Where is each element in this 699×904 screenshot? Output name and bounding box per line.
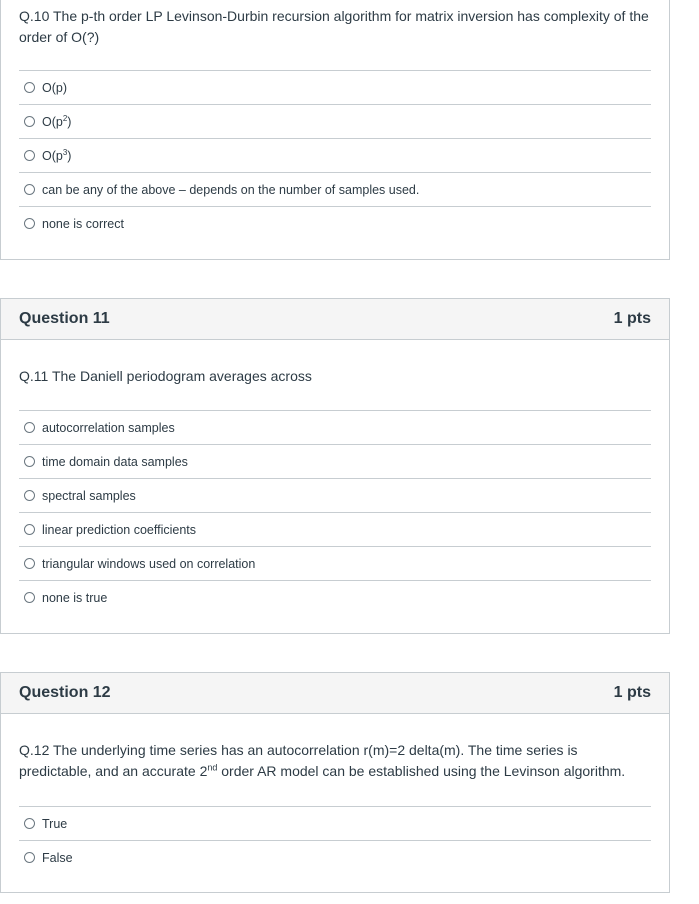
answer-option[interactable] bbox=[19, 104, 651, 138]
radio-button[interactable] bbox=[24, 422, 35, 433]
answer-option[interactable] bbox=[19, 138, 651, 172]
question-12-card bbox=[0, 672, 670, 893]
question-11-card bbox=[0, 298, 670, 634]
question-title: Question 11 bbox=[19, 310, 110, 327]
radio-button[interactable] bbox=[24, 852, 35, 863]
answer-label: triangular windows used on correlation bbox=[42, 556, 256, 571]
question-header bbox=[1, 299, 669, 340]
answer-label: True bbox=[42, 816, 68, 831]
radio-button[interactable] bbox=[24, 150, 35, 161]
answer-option[interactable] bbox=[19, 478, 651, 512]
answer-label: False bbox=[42, 850, 73, 865]
answer-option[interactable] bbox=[19, 172, 651, 206]
question-points: 1 pts bbox=[613, 310, 651, 327]
answer-option[interactable] bbox=[19, 206, 651, 240]
question-10-card bbox=[0, 0, 670, 260]
question-12-answers bbox=[19, 806, 651, 874]
radio-button[interactable] bbox=[24, 82, 35, 93]
answer-label: $O(p^3)$ bbox=[42, 147, 72, 163]
radio-button[interactable] bbox=[24, 184, 35, 195]
answer-label: can be any of the above – depends on the number of samples used. bbox=[42, 182, 420, 197]
answer-option[interactable] bbox=[19, 410, 651, 444]
question-11-answers bbox=[19, 410, 651, 614]
question-10-text: Q.10 The p-th order LP Levinson-Durbin recursion algorithm for matrix inversion has complexity of the order of O(?) bbox=[19, 8, 649, 45]
radio-button[interactable] bbox=[24, 218, 35, 229]
answer-label: $O(p^2)$ bbox=[42, 113, 72, 129]
question-title: Question 12 bbox=[19, 684, 111, 701]
answer-label: O(p) bbox=[42, 80, 67, 95]
question-header bbox=[1, 673, 669, 714]
answer-option[interactable] bbox=[19, 512, 651, 546]
answer-option[interactable] bbox=[19, 840, 651, 874]
question-11-text: Q.11 The Daniell periodogram averages across bbox=[19, 368, 312, 384]
radio-button[interactable] bbox=[24, 456, 35, 467]
answer-option[interactable] bbox=[19, 546, 651, 580]
answer-label: none is true bbox=[42, 590, 108, 605]
answer-label: time domain data samples bbox=[42, 454, 188, 469]
answer-label: none is correct bbox=[42, 216, 124, 231]
radio-button[interactable] bbox=[24, 558, 35, 569]
answer-option[interactable] bbox=[19, 444, 651, 478]
answer-label: linear prediction coefficients bbox=[42, 522, 197, 537]
answer-option[interactable] bbox=[19, 806, 651, 840]
answer-label: spectral samples bbox=[42, 488, 136, 503]
radio-button[interactable] bbox=[24, 818, 35, 829]
radio-button[interactable] bbox=[24, 116, 35, 127]
radio-button[interactable] bbox=[24, 592, 35, 603]
radio-button[interactable] bbox=[24, 524, 35, 535]
question-points: 1 pts bbox=[613, 684, 651, 701]
answer-option[interactable] bbox=[19, 70, 651, 104]
radio-button[interactable] bbox=[24, 490, 35, 501]
answer-label: autocorrelation samples bbox=[42, 420, 175, 435]
answer-option[interactable] bbox=[19, 580, 651, 614]
question-10-answers bbox=[19, 70, 651, 240]
question-12-text: Q.12 The underlying time series has an autocorrelation r(m)=2 delta(m). The time series is predictable, and an accurate 2nd order AR model can be established using the Levinson algorithm. bbox=[19, 742, 626, 779]
